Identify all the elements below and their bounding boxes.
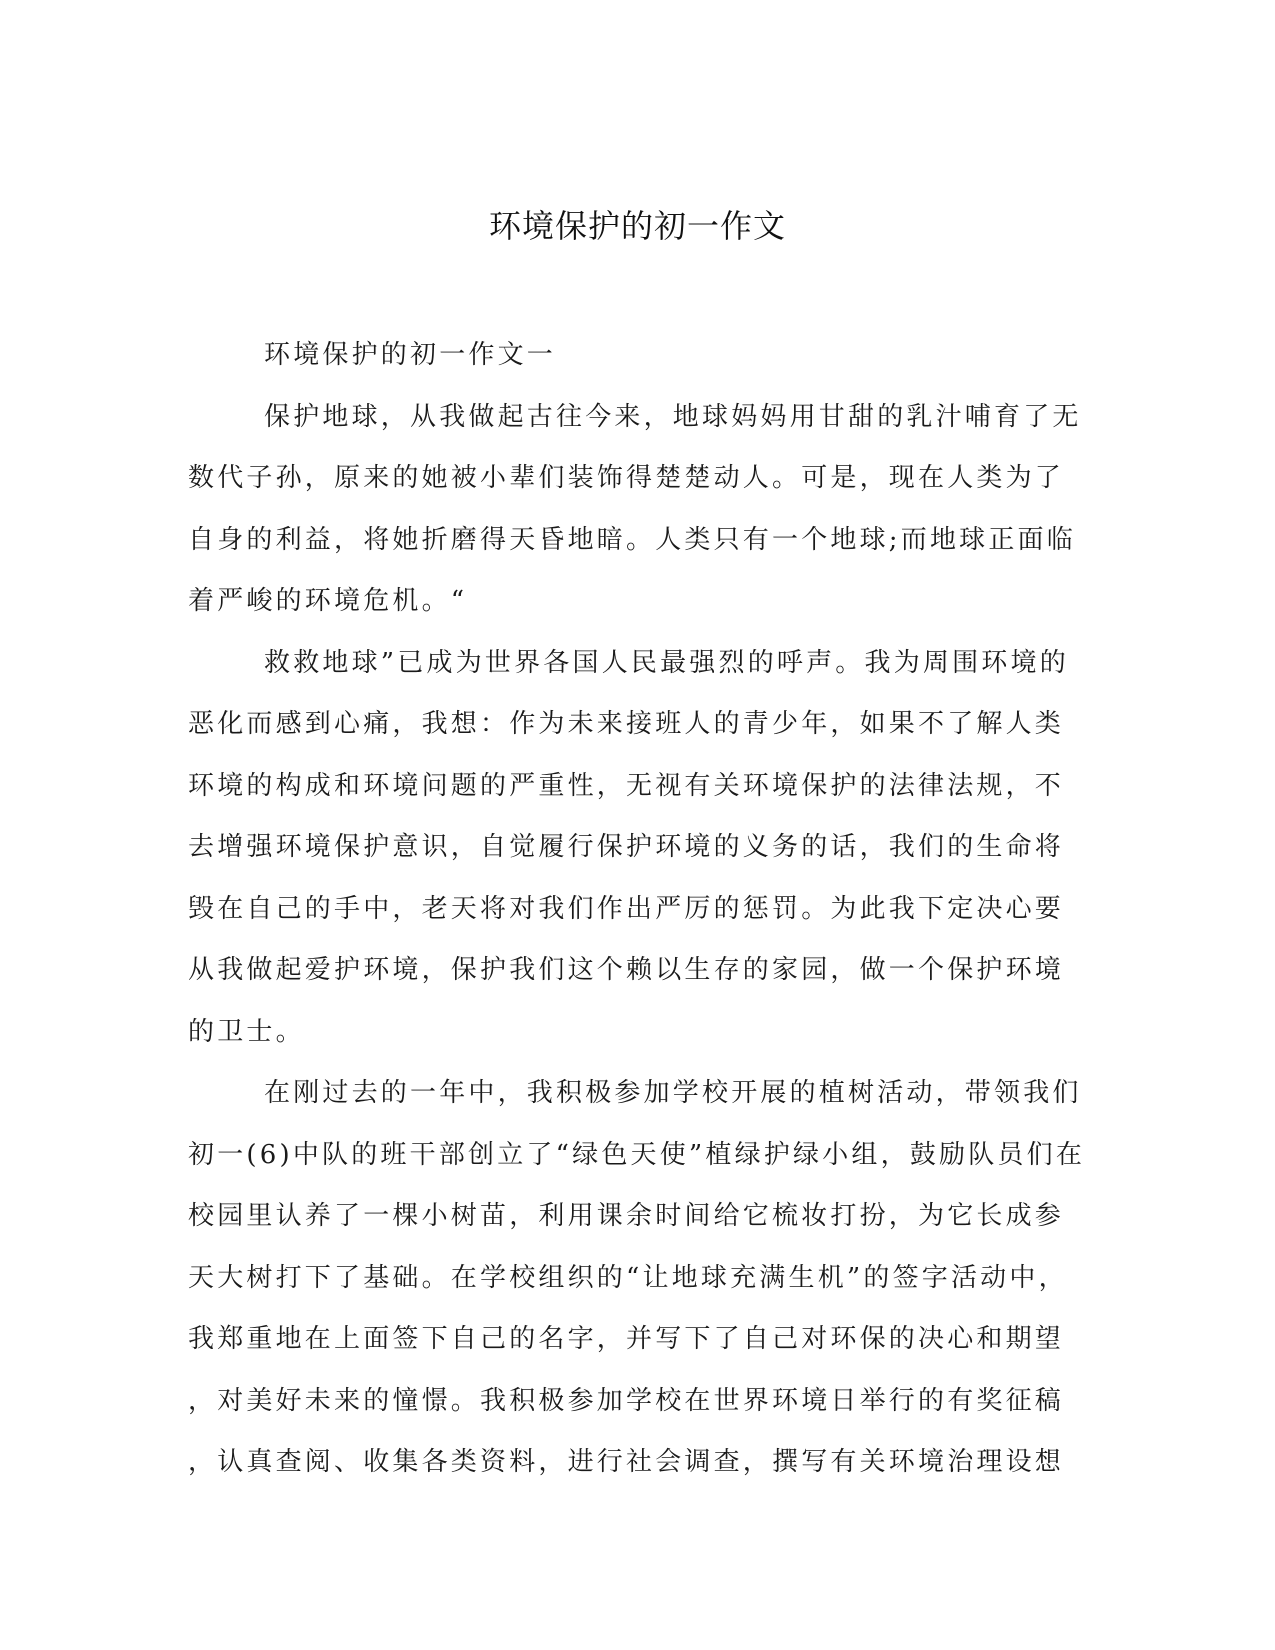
body-line: 救救地球”已成为世界各国人民最强烈的呼声。我为周围环境的 xyxy=(264,647,1069,678)
body-line: ，对美好未来的憧憬。我积极参加学校在世界环境日举行的有奖征稿 xyxy=(188,1385,1065,1416)
body-line: 自身的利益，将她折磨得天昏地暗。人类只有一个地球;而地球正面临 xyxy=(188,524,1076,555)
document-title: 环境保护的初一作文 xyxy=(488,207,786,245)
body-line: 环境保护的初一作文一 xyxy=(264,340,557,370)
body-line: 环境的构成和环境问题的严重性，无视有关环境保护的法律法规，不 xyxy=(188,770,1065,801)
body-line: 数代子孙，原来的她被小辈们装饰得楚楚动人。可是，现在人类为了 xyxy=(188,463,1065,493)
body-line: 着严峻的环境危机。“ xyxy=(188,586,468,616)
body-line: 天大树打下了基础。在学校组织的“让地球充满生机”的签字活动中， xyxy=(188,1262,1068,1293)
body-line: 去增强环境保护意识，自觉履行保护环境的义务的话，我们的生命将 xyxy=(188,832,1065,862)
body-line: 初一(6)中队的班干部创立了“绿色天使”植绿护绿小组，鼓励队员们在 xyxy=(188,1139,1086,1170)
document-body xyxy=(188,325,1086,1494)
body-line: 的卫士。 xyxy=(188,1016,305,1047)
body-line: 保护地球，从我做起古往今来，地球妈妈用甘甜的乳汁哺育了无 xyxy=(264,401,1082,432)
body-line: 在刚过去的一年中，我积极参加学校开展的植树活动，带领我们 xyxy=(264,1078,1082,1108)
body-line: 校园里认养了一棵小树苗，利用课余时间给它梳妆打扮，为它长成参 xyxy=(188,1201,1065,1231)
body-line: 恶化而感到心痛，我想：作为未来接班人的青少年，如果不了解人类 xyxy=(188,709,1065,739)
body-line: 从我做起爱护环境，保护我们这个赖以生存的家园，做一个保护环境 xyxy=(188,955,1065,985)
body-line: ，认真查阅、收集各类资料，进行社会调查，撰写有关环境治理设想 xyxy=(188,1447,1065,1477)
body-line: 我郑重地在上面签下自己的名字，并写下了自己对环保的决心和期望 xyxy=(188,1324,1065,1354)
body-line: 毁在自己的手中，老天将对我们作出严厉的惩罚。为此我下定决心要 xyxy=(188,893,1065,924)
